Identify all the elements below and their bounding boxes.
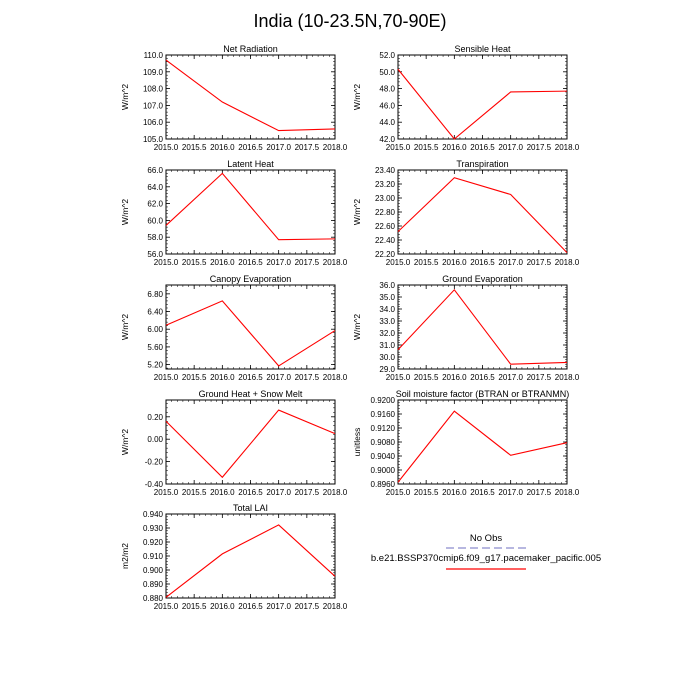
y-tick-label: 0.900 (142, 566, 163, 575)
plot-frame (166, 170, 335, 254)
x-tick-label: 2018.0 (554, 143, 580, 152)
y-tick-label: 0.9160 (370, 410, 395, 419)
x-tick-label: 2016.0 (210, 258, 235, 267)
y-tick-label: 31.0 (379, 341, 395, 350)
series-line (398, 178, 567, 253)
series-line (166, 525, 335, 597)
panel-title: Ground Heat + Snow Melt (198, 389, 303, 399)
legend-obs-label: No Obs (469, 533, 503, 544)
y-tick-label: 0.930 (142, 524, 163, 533)
y-tick-label: 0.9080 (370, 438, 395, 447)
plot-frame (398, 55, 567, 139)
x-tick-label: 2018.0 (322, 602, 348, 611)
y-tick-label: 42.0 (379, 135, 395, 144)
x-tick-label: 2016.5 (470, 143, 495, 152)
y-axis-label: W/m^2 (120, 428, 130, 456)
y-tick-label: 0.890 (142, 580, 163, 589)
y-tick-label: 0.920 (142, 538, 163, 547)
x-tick-label: 2015.5 (413, 373, 439, 382)
y-tick-label: 62.0 (147, 199, 163, 209)
panel-8 (120, 503, 348, 611)
y-tick-label: 23.40 (374, 166, 395, 175)
x-tick-label: 2015.5 (181, 373, 207, 382)
x-tick-label: 2017.0 (266, 373, 291, 382)
x-tick-label: 2016.0 (210, 143, 235, 152)
x-tick-label: 2017.5 (294, 258, 320, 267)
y-tick-label: 105.0 (142, 135, 163, 144)
series-line (398, 69, 567, 139)
x-tick-label: 2015.0 (385, 143, 411, 152)
legend-model-label: b.e21.BSSP370cmip6.f09_g17.pacemaker_pacific.005 (370, 553, 602, 564)
series-line (166, 173, 335, 239)
y-tick-label: 109.0 (142, 67, 163, 77)
panel-0 (120, 44, 348, 152)
x-tick-label: 2017.0 (498, 258, 523, 267)
x-tick-label: 2015.0 (153, 373, 179, 382)
x-tick-label: 2018.0 (322, 373, 348, 382)
x-tick-label: 2016.5 (238, 602, 263, 611)
y-tick-label: 6.80 (147, 289, 163, 299)
panel-4 (120, 274, 348, 382)
y-tick-label: 6.40 (147, 307, 163, 317)
x-tick-label: 2015.0 (153, 143, 179, 152)
y-tick-label: 5.60 (147, 342, 163, 352)
x-tick-label: 2015.5 (413, 488, 439, 497)
y-tick-label: 33.0 (379, 317, 395, 326)
panel-title: Total LAI (232, 503, 269, 513)
x-tick-label: 2015.5 (181, 143, 207, 152)
y-tick-label: 64.0 (147, 182, 163, 192)
series-line (398, 290, 567, 364)
panel-3 (352, 159, 580, 267)
y-tick-label: 0.20 (147, 412, 163, 422)
panel-title: Net Radiation (223, 44, 278, 54)
x-tick-label: 2016.5 (238, 373, 263, 382)
panel-6 (120, 389, 348, 497)
y-tick-label: 0.9040 (370, 452, 395, 461)
plot-frame (166, 400, 335, 484)
x-tick-label: 2017.5 (294, 373, 320, 382)
x-tick-label: 2017.5 (526, 258, 552, 267)
y-tick-label: 0.940 (142, 510, 163, 519)
x-tick-label: 2015.0 (153, 258, 179, 267)
y-tick-label: 107.0 (142, 101, 163, 111)
plot-frame (398, 400, 567, 484)
x-tick-label: 2016.0 (442, 143, 467, 152)
y-tick-label: 23.00 (374, 194, 395, 203)
x-tick-label: 2017.5 (294, 488, 320, 497)
y-axis-label: W/m^2 (120, 313, 130, 341)
y-tick-label: 34.0 (379, 305, 395, 314)
y-tick-label: 6.00 (147, 325, 163, 335)
x-tick-label: 2017.0 (498, 373, 523, 382)
x-tick-label: 2018.0 (322, 143, 348, 152)
x-tick-label: 2016.5 (238, 488, 263, 497)
y-tick-label: 66.0 (147, 166, 163, 175)
x-tick-label: 2016.0 (442, 258, 467, 267)
x-tick-label: 2017.0 (498, 488, 523, 497)
x-tick-label: 2016.0 (210, 602, 235, 611)
x-tick-label: 2017.5 (526, 488, 552, 497)
panel-2 (120, 159, 348, 267)
y-tick-label: 48.0 (379, 84, 395, 94)
x-tick-label: 2018.0 (554, 258, 580, 267)
x-tick-label: 2017.0 (266, 602, 291, 611)
y-tick-label: 0.9120 (370, 424, 395, 433)
x-tick-label: 2015.5 (181, 602, 207, 611)
y-tick-label: 22.80 (374, 208, 395, 217)
x-tick-label: 2017.5 (294, 602, 320, 611)
y-axis-label: m2/m2 (120, 543, 130, 569)
y-tick-label: 23.20 (374, 180, 395, 189)
y-tick-label: 58.0 (147, 233, 163, 243)
panel-5 (352, 274, 580, 382)
y-axis-label: W/m^2 (120, 198, 130, 226)
y-tick-label: 56.0 (147, 250, 163, 259)
x-tick-label: 2015.5 (413, 143, 439, 152)
x-tick-label: 2015.5 (181, 258, 207, 267)
x-tick-label: 2016.5 (238, 143, 263, 152)
x-tick-label: 2017.0 (266, 143, 291, 152)
y-tick-label: 5.20 (147, 360, 163, 370)
y-tick-label: 50.0 (379, 67, 395, 77)
y-axis-label: W/m^2 (352, 83, 362, 111)
plot-frame (166, 514, 335, 598)
y-axis-label: W/m^2 (120, 83, 130, 111)
y-axis-label: W/m^2 (352, 313, 362, 341)
x-tick-label: 2018.0 (554, 373, 580, 382)
x-tick-label: 2018.0 (322, 258, 348, 267)
y-tick-label: 22.60 (374, 222, 395, 231)
y-tick-label: 110.0 (143, 51, 163, 60)
y-tick-label: -0.40 (144, 480, 163, 489)
y-tick-label: 22.20 (374, 250, 395, 259)
y-tick-label: 30.0 (379, 353, 395, 362)
y-tick-label: 108.0 (142, 84, 163, 94)
y-tick-label: 0.9000 (370, 466, 395, 475)
panel-title: Sensible Heat (454, 44, 511, 54)
plot-frame (166, 285, 335, 369)
panel-title: Ground Evaporation (442, 274, 523, 284)
x-tick-label: 2015.5 (181, 488, 207, 497)
x-tick-label: 2018.0 (322, 488, 348, 497)
y-tick-label: 0.880 (142, 594, 163, 603)
panel-title: Latent Heat (227, 159, 274, 169)
panel-title: Canopy Evaporation (209, 274, 292, 284)
x-tick-label: 2017.0 (266, 488, 291, 497)
x-tick-label: 2016.0 (442, 488, 467, 497)
x-tick-label: 2017.0 (498, 143, 523, 152)
y-tick-label: 106.0 (142, 118, 163, 128)
y-axis-label: unitless (352, 427, 362, 457)
x-tick-label: 2016.5 (238, 258, 263, 267)
y-tick-label: -0.20 (144, 457, 163, 467)
plot-frame (398, 170, 567, 254)
x-tick-label: 2016.5 (470, 258, 495, 267)
y-tick-label: 46.0 (379, 101, 395, 111)
y-tick-label: 22.40 (374, 236, 395, 245)
x-tick-label: 2015.0 (385, 488, 411, 497)
x-tick-label: 2016.5 (470, 373, 495, 382)
main-title: India (10-23.5N,70-90E) (253, 11, 447, 31)
y-tick-label: 29.0 (379, 365, 395, 374)
x-tick-label: 2017.5 (526, 143, 552, 152)
y-tick-label: 44.0 (379, 118, 395, 128)
x-tick-label: 2016.0 (442, 373, 467, 382)
series-line (398, 411, 567, 482)
plot-frame (166, 55, 335, 139)
panel-title: Soil moisture factor (BTRAN or BTRANMN) (395, 389, 570, 399)
x-tick-label: 2015.0 (385, 258, 411, 267)
x-tick-label: 2016.5 (470, 488, 495, 497)
series-line (166, 410, 335, 477)
x-tick-label: 2015.0 (153, 602, 179, 611)
y-tick-label: 52.0 (379, 51, 395, 60)
panel-title: Transpiration (456, 159, 509, 169)
legend (371, 533, 601, 569)
y-tick-label: 60.0 (147, 216, 163, 226)
x-tick-label: 2017.0 (266, 258, 291, 267)
x-tick-label: 2016.0 (210, 488, 235, 497)
series-line (166, 301, 335, 366)
x-tick-label: 2015.0 (385, 373, 411, 382)
series-line (166, 60, 335, 131)
y-tick-label: 0.910 (142, 552, 163, 561)
y-tick-label: 0.9200 (370, 396, 395, 405)
x-tick-label: 2017.5 (526, 373, 552, 382)
panel-1 (352, 44, 580, 152)
y-tick-label: 36.0 (379, 281, 395, 290)
x-tick-label: 2016.0 (210, 373, 235, 382)
x-tick-label: 2015.0 (153, 488, 179, 497)
y-tick-label: 0.8960 (370, 480, 395, 489)
y-tick-label: 32.0 (379, 329, 395, 338)
x-tick-label: 2018.0 (554, 488, 580, 497)
x-tick-label: 2015.5 (413, 258, 439, 267)
panel-7 (352, 389, 580, 497)
x-tick-label: 2017.5 (294, 143, 320, 152)
y-tick-label: 0.00 (147, 435, 163, 445)
y-axis-label: W/m^2 (352, 198, 362, 226)
y-tick-label: 35.0 (379, 293, 395, 302)
